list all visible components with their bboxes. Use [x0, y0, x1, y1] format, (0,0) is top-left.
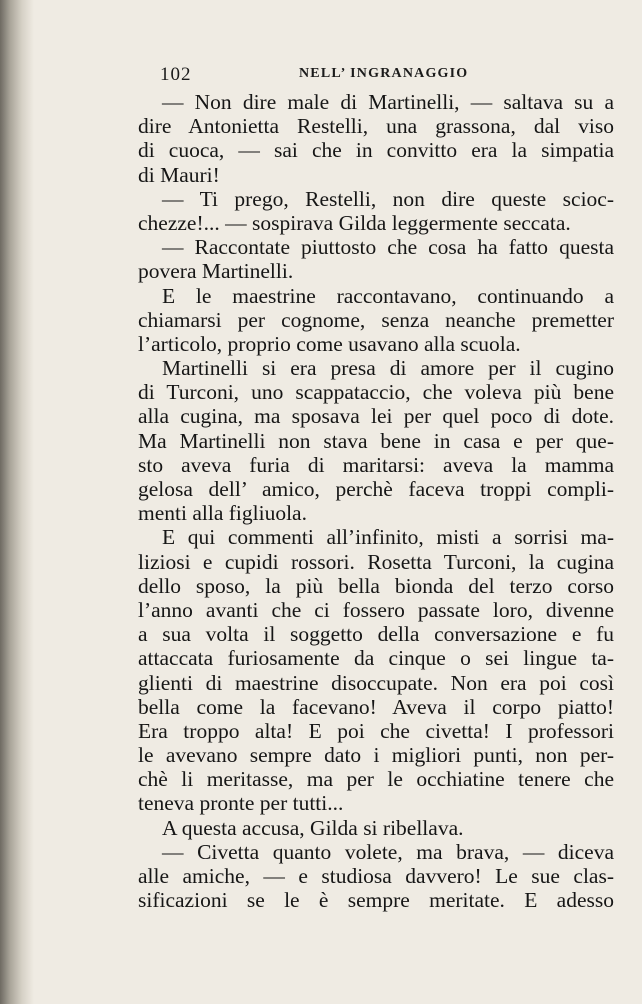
text-line: — Civetta quanto volete, ma brava, — diceva — [162, 839, 614, 864]
text-line: Martinelli si era presa di amore per il cugino — [162, 356, 614, 381]
text-line: Ma Martinelli non stava bene in casa e per que- — [138, 428, 614, 453]
text-line: menti alla figliuola. — [138, 501, 307, 526]
text-line: sto aveva furia di maritarsi: aveva la mamma — [138, 452, 614, 477]
body-text — [138, 90, 614, 912]
text-line: — Ti prego, Restelli, non dire queste scioc- — [162, 186, 614, 211]
text-line: alla cugina, ma sposava lei per quel poco di dote. — [138, 404, 614, 429]
text-line: chezze!... — sospirava Gilda leggermente seccata. — [138, 210, 571, 235]
text-line: Era troppo alta! E poi che civetta! I professori — [138, 718, 614, 743]
text-line: A questa accusa, Gilda si ribellava. — [162, 815, 464, 840]
text-line: alle amiche, — e studiosa davvero! Le sue clas- — [138, 864, 614, 888]
text-line: di Turconi, uno scappataccio, che voleva più bene — [138, 380, 614, 405]
text-line: di cuoca, — sai che in convitto era la simpatia — [138, 138, 614, 163]
binding-shadow — [0, 0, 34, 1004]
text-line: liziosi e cupidi rossori. Rosetta Turconi, la cugina — [138, 549, 614, 574]
text-line: chiamarsi per cognome, senza neanche premetter — [138, 307, 614, 332]
running-title: NELL’ INGRANAGGIO — [299, 66, 469, 81]
text-line: E qui commenti all’infinito, misti a sorrisi ma- — [162, 525, 614, 550]
text-line: a sua volta il soggetto della conversazione e fu — [138, 622, 614, 647]
text-line: chè li meritasse, ma per le occhiatine tenere che — [138, 767, 614, 792]
text-line: — Raccontate piuttosto che cosa ha fatto questa — [162, 235, 614, 260]
text-line: — Non dire male di Martinelli, — saltava su a — [162, 90, 614, 114]
text-line: sificazioni se le è sempre meritate. E adesso — [138, 888, 614, 913]
text-line: attaccata furiosamente da cinque o sei lingue ta- — [138, 646, 614, 671]
text-line: glienti di maestrine disoccupate. Non era poi così — [138, 670, 614, 695]
text-line: dello sposo, la più bella bionda del terzo corso — [138, 573, 614, 598]
text-line: l’articolo, proprio come usavano alla scuola. — [138, 331, 521, 356]
text-line: bella come la facevano! Aveva il corpo piatto! — [138, 694, 614, 719]
text-line: le avevano sempre dato i migliori punti, non per- — [138, 743, 614, 768]
text-line: di Mauri! — [138, 162, 220, 187]
text-line: E le maestrine raccontavano, continuando a — [162, 283, 614, 308]
text-line: dire Antonietta Restelli, una grassona, dal viso — [138, 114, 614, 139]
text-line: l’anno avanti che ci fossero passate loro, divenne — [138, 597, 614, 622]
text-line: gelosa dell’ amico, perchè faceva troppi compli- — [138, 477, 614, 501]
text-line: teneva pronte per tutti... — [138, 791, 344, 816]
page-number: 102 — [160, 64, 192, 85]
running-head — [160, 64, 470, 86]
text-line: povera Martinelli. — [138, 259, 294, 284]
